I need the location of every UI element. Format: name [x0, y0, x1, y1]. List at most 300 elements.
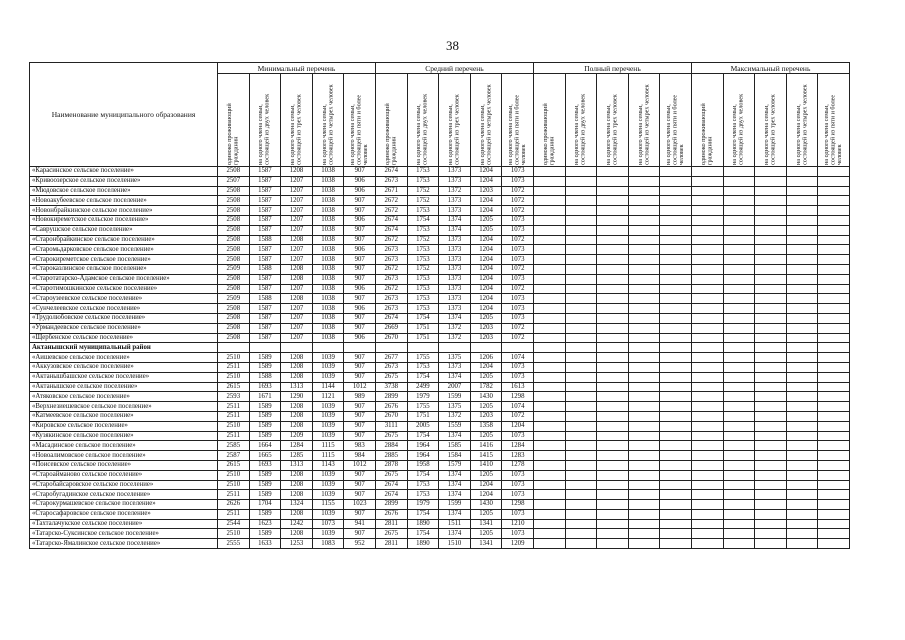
cell: 1207: [281, 245, 313, 255]
cell: 1208: [281, 294, 313, 304]
row-name: «Старокиреметское сельское поселение»: [30, 255, 218, 265]
cell: [565, 235, 597, 245]
cell: 907: [344, 206, 376, 216]
cell: [755, 274, 787, 284]
cell: [533, 284, 565, 294]
cell: 1782: [470, 382, 502, 392]
table-row: [30, 176, 850, 186]
cell: [597, 206, 629, 216]
cell: 2508: [218, 167, 250, 177]
cell: 1374: [439, 470, 471, 480]
subheader-1-1: [407, 74, 439, 167]
cell: 1038: [312, 215, 344, 225]
cell: 1073: [502, 245, 534, 255]
cell: 2878: [375, 460, 407, 470]
cell: 2508: [218, 274, 250, 284]
subheader-0-3: [312, 74, 344, 167]
cell: 1753: [407, 255, 439, 265]
row-name: «Старонбрайкинское сельское поселение»: [30, 235, 218, 245]
cell: 1204: [470, 176, 502, 186]
cell: [723, 255, 755, 265]
cell: [786, 313, 818, 323]
subheader-label: на одного члена семьи, состоящей из четырех человек: [478, 84, 493, 165]
cell: [786, 441, 818, 451]
cell: [565, 362, 597, 372]
cell: 1038: [312, 264, 344, 274]
cell: [565, 480, 597, 490]
cell: [818, 402, 850, 412]
cell: 2672: [375, 206, 407, 216]
cell: 1205: [470, 431, 502, 441]
cell: 1210: [502, 519, 534, 529]
subheader-label: на одного члена семьи, состоящей из четырех человек: [794, 84, 809, 165]
cell: [533, 382, 565, 392]
cell: 1588: [249, 235, 281, 245]
cell: [597, 196, 629, 206]
cell: [755, 500, 787, 510]
cell: [533, 529, 565, 539]
cell: [818, 264, 850, 274]
cell: [755, 167, 787, 177]
cell: [660, 196, 692, 206]
cell: 1752: [407, 186, 439, 196]
row-name: «Новокиреметское сельское поселение»: [30, 215, 218, 225]
cell: [660, 284, 692, 294]
cell: 1693: [249, 382, 281, 392]
cell: [628, 215, 660, 225]
subheader-label: на одного члена семьи, состоящей из пяти и более человек: [349, 94, 369, 165]
cell: 1958: [407, 460, 439, 470]
cell: 1979: [407, 500, 439, 510]
cell: [786, 470, 818, 480]
cell: 907: [344, 294, 376, 304]
cell: [818, 441, 850, 451]
table-row: [30, 167, 850, 177]
cell: [691, 235, 723, 245]
cell: [818, 519, 850, 529]
cell: [628, 245, 660, 255]
cell: [533, 176, 565, 186]
cell: [565, 206, 597, 216]
cell: [628, 206, 660, 216]
cell: [691, 333, 723, 343]
cell: [786, 196, 818, 206]
table-row: [30, 284, 850, 294]
cell: [597, 490, 629, 500]
cell: [723, 402, 755, 412]
cell: [533, 539, 565, 549]
cell: 1073: [502, 225, 534, 235]
cell: [755, 441, 787, 451]
cell: 1204: [470, 206, 502, 216]
cell: 2899: [375, 392, 407, 402]
cell: 907: [344, 255, 376, 265]
cell: 1204: [470, 274, 502, 284]
cell: 1204: [470, 284, 502, 294]
cell: 2674: [375, 480, 407, 490]
subheader-3-0: [691, 74, 723, 167]
cell: 1203: [470, 323, 502, 333]
cell: [565, 421, 597, 431]
cell: [755, 392, 787, 402]
row-name: «Старобайсаровское сельское поселение»: [30, 480, 218, 490]
cell: [755, 333, 787, 343]
cell: 1693: [249, 460, 281, 470]
cell: 1754: [407, 470, 439, 480]
cell: 1155: [312, 500, 344, 510]
cell: 1074: [502, 353, 534, 363]
cell: 1964: [407, 441, 439, 451]
cell: [723, 215, 755, 225]
subheader-label: на одного члена семьи, состоящей из трех человек: [289, 94, 303, 165]
cell: [565, 255, 597, 265]
cell: [407, 343, 439, 353]
cell: 1204: [470, 362, 502, 372]
cell: 1203: [470, 186, 502, 196]
cell: 2499: [407, 382, 439, 392]
cell: [755, 362, 787, 372]
cell: 1753: [407, 490, 439, 500]
cell: [818, 490, 850, 500]
cell: 1072: [502, 235, 534, 245]
cell: [723, 333, 755, 343]
cell: 907: [344, 196, 376, 206]
cell: [628, 470, 660, 480]
cell: [565, 294, 597, 304]
cell: [660, 294, 692, 304]
subheader-label: на одного члена семьи, состоящей из пяти и более человек: [665, 94, 685, 165]
row-name: «Новоалимовское сельское поселение»: [30, 451, 218, 461]
row-name: «Новонбрайкинское сельское поселение»: [30, 206, 218, 216]
cell: [660, 274, 692, 284]
cell: 2511: [218, 411, 250, 421]
table-row: [30, 500, 850, 510]
cell: [565, 500, 597, 510]
cell: [565, 304, 597, 314]
cell: [628, 460, 660, 470]
cell: 1012: [344, 382, 376, 392]
cell: 907: [344, 470, 376, 480]
cell: [597, 343, 629, 353]
cell: [723, 264, 755, 274]
row-name: «Старотимошкинское сельское поселение»: [30, 284, 218, 294]
row-name: «Поисевское сельское поселение»: [30, 460, 218, 470]
cell: 2671: [375, 186, 407, 196]
row-name: «Кузякинское сельское поселение»: [30, 431, 218, 441]
cell: 1143: [312, 460, 344, 470]
cell: 1206: [470, 353, 502, 363]
cell: 1284: [502, 441, 534, 451]
cell: 1073: [502, 304, 534, 314]
cell: 907: [344, 490, 376, 500]
cell: [755, 372, 787, 382]
table-row: [30, 411, 850, 421]
cell: [818, 274, 850, 284]
cell: [565, 186, 597, 196]
cell: [533, 235, 565, 245]
cell: [533, 353, 565, 363]
cell: [755, 539, 787, 549]
subheader-label: одиноко проживающий гражданин: [225, 103, 240, 165]
cell: [628, 313, 660, 323]
cell: 1038: [312, 304, 344, 314]
cell: [533, 186, 565, 196]
cell: [755, 490, 787, 500]
cell: 1964: [407, 451, 439, 461]
cell: [723, 421, 755, 431]
cell: [533, 500, 565, 510]
row-name: «Староайманово сельское поселение»: [30, 470, 218, 480]
cell: [691, 294, 723, 304]
cell: [818, 470, 850, 480]
cell: [755, 245, 787, 255]
cell: 1039: [312, 480, 344, 490]
cell: 2672: [375, 284, 407, 294]
cell: 1038: [312, 274, 344, 284]
cell: 1204: [470, 480, 502, 490]
row-name: «Тахталачукское сельское поселение»: [30, 519, 218, 529]
cell: 1073: [502, 372, 534, 382]
cell: [660, 245, 692, 255]
cell: [786, 323, 818, 333]
cell: [565, 353, 597, 363]
cell: [818, 343, 850, 353]
cell: [723, 235, 755, 245]
cell: [786, 245, 818, 255]
cell: 1039: [312, 470, 344, 480]
cell: [786, 509, 818, 519]
cell: [818, 372, 850, 382]
cell: [533, 313, 565, 323]
row-name: «Масадинское сельское поселение»: [30, 441, 218, 451]
cell: 1890: [407, 519, 439, 529]
cell: 1278: [502, 460, 534, 470]
cell: [660, 235, 692, 245]
cell: [818, 362, 850, 372]
cell: [723, 294, 755, 304]
cell: [597, 353, 629, 363]
cell: [755, 313, 787, 323]
cell: [597, 411, 629, 421]
cell: 1752: [407, 196, 439, 206]
cell: [786, 284, 818, 294]
cell: 906: [344, 176, 376, 186]
cell: 1374: [439, 509, 471, 519]
table-row: [30, 470, 850, 480]
cell: 2674: [375, 313, 407, 323]
cell: [660, 176, 692, 186]
cell: [533, 480, 565, 490]
subheader-1-3: [470, 74, 502, 167]
cell: 1623: [249, 519, 281, 529]
cell: 2508: [218, 215, 250, 225]
cell: 1072: [502, 196, 534, 206]
cell: [691, 245, 723, 255]
cell: [597, 294, 629, 304]
cell: [565, 284, 597, 294]
cell: 1587: [249, 245, 281, 255]
cell: 2675: [375, 470, 407, 480]
cell: 1072: [502, 264, 534, 274]
table-row: [30, 206, 850, 216]
cell: [565, 372, 597, 382]
cell: [786, 333, 818, 343]
cell: 907: [344, 402, 376, 412]
cell: [723, 362, 755, 372]
cell: 1073: [502, 431, 534, 441]
cell: 1754: [407, 509, 439, 519]
cell: [691, 186, 723, 196]
cell: [818, 255, 850, 265]
table-row: [30, 353, 850, 363]
subheader-label: на одного члена семьи, состоящей из трех человек: [447, 94, 461, 165]
cell: 907: [344, 264, 376, 274]
cell: 1430: [470, 500, 502, 510]
cell: [723, 509, 755, 519]
cell: [786, 206, 818, 216]
cell: [691, 519, 723, 529]
cell: [691, 460, 723, 470]
cell: 1121: [312, 392, 344, 402]
cell: [597, 255, 629, 265]
cell: [691, 480, 723, 490]
cell: [597, 274, 629, 284]
cell: [533, 225, 565, 235]
cell: [281, 343, 313, 353]
cell: [755, 225, 787, 235]
cell: 1204: [470, 255, 502, 265]
cell: 1038: [312, 294, 344, 304]
subheader-label: на одного члена семьи, состоящей из пяти и более человек: [507, 94, 527, 165]
cell: [660, 313, 692, 323]
cell: [533, 245, 565, 255]
cell: 1073: [312, 519, 344, 529]
cell: [691, 167, 723, 177]
cell: [565, 519, 597, 529]
table-row: [30, 480, 850, 490]
cell: [597, 323, 629, 333]
cell: [565, 274, 597, 284]
cell: 1205: [470, 402, 502, 412]
cell: [723, 206, 755, 216]
cell: [565, 215, 597, 225]
cell: [786, 274, 818, 284]
cell: 1073: [502, 255, 534, 265]
cell: 1587: [249, 215, 281, 225]
cell: [786, 431, 818, 441]
cell: [375, 343, 407, 353]
cell: 906: [344, 284, 376, 294]
cell: 2511: [218, 431, 250, 441]
cell: [818, 304, 850, 314]
cell: 1205: [470, 313, 502, 323]
cell: 1204: [502, 421, 534, 431]
cell: 2508: [218, 333, 250, 343]
row-name: «Старокурмашевское сельское поселение»: [30, 500, 218, 510]
cell: [786, 500, 818, 510]
cell: 907: [344, 411, 376, 421]
cell: [818, 431, 850, 441]
cell: [755, 343, 787, 353]
cell: [628, 294, 660, 304]
cell: [628, 255, 660, 265]
table-row: [30, 313, 850, 323]
cell: [344, 343, 376, 353]
cell: 2674: [375, 215, 407, 225]
cell: 1415: [470, 451, 502, 461]
cell: 1208: [281, 167, 313, 177]
cell: 1209: [281, 431, 313, 441]
cell: 2674: [375, 225, 407, 235]
cell: [565, 176, 597, 186]
cell: [818, 392, 850, 402]
cell: 1083: [312, 539, 344, 549]
cell: [660, 460, 692, 470]
page-number: 38: [446, 38, 459, 53]
cell: 1207: [281, 333, 313, 343]
cell: 1374: [439, 372, 471, 382]
cell: [597, 392, 629, 402]
cell: [533, 304, 565, 314]
cell: 984: [344, 451, 376, 461]
cell: 2555: [218, 539, 250, 549]
cell: 1073: [502, 529, 534, 539]
cell: 1579: [439, 460, 471, 470]
cell: 2675: [375, 529, 407, 539]
cell: 1599: [439, 392, 471, 402]
cell: 1587: [249, 196, 281, 206]
table-row: [30, 519, 850, 529]
cell: [691, 353, 723, 363]
cell: [755, 206, 787, 216]
cell: [502, 343, 534, 353]
cell: 1073: [502, 480, 534, 490]
row-name: «Староказлинское сельское поселение»: [30, 264, 218, 274]
cell: [660, 392, 692, 402]
cell: [597, 470, 629, 480]
cell: 1751: [407, 323, 439, 333]
cell: [818, 421, 850, 431]
cell: [755, 411, 787, 421]
cell: [565, 323, 597, 333]
cell: 1298: [502, 500, 534, 510]
cell: [755, 284, 787, 294]
cell: 2593: [218, 392, 250, 402]
cell: [597, 235, 629, 245]
cell: [818, 235, 850, 245]
cell: 907: [344, 421, 376, 431]
cell: [597, 225, 629, 235]
cell: 1207: [281, 304, 313, 314]
cell: [755, 353, 787, 363]
cell: [565, 225, 597, 235]
cell: [818, 294, 850, 304]
cell: [723, 460, 755, 470]
row-name: «Татарско-Ямалинское сельское поселение»: [30, 539, 218, 549]
cell: [723, 480, 755, 490]
cell: 2676: [375, 402, 407, 412]
cell: [660, 509, 692, 519]
cell: [628, 225, 660, 235]
cell: [755, 196, 787, 206]
cell: 1208: [281, 402, 313, 412]
cell: 983: [344, 441, 376, 451]
cell: 1588: [249, 294, 281, 304]
cell: 2673: [375, 362, 407, 372]
cell: [533, 421, 565, 431]
cell: 1205: [470, 529, 502, 539]
cell: [691, 323, 723, 333]
